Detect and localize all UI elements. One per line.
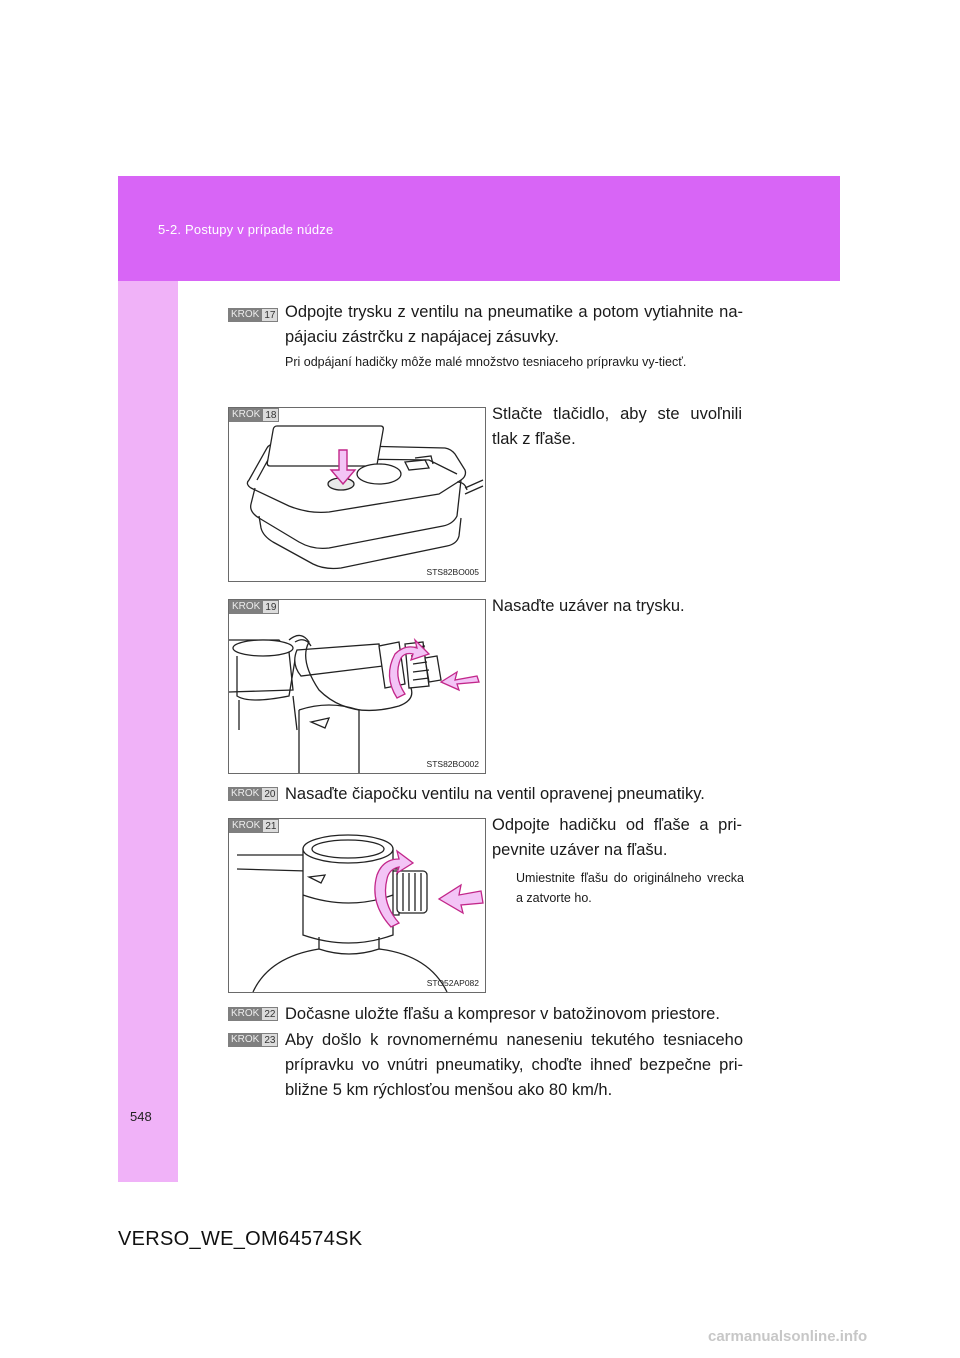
step-20-text: Nasaďte čiapočku ventilu na ventil opravenej pneumatiky. xyxy=(285,785,705,803)
figure-code-21: STO52AP082 xyxy=(426,978,479,988)
nozzle-cap-illustration xyxy=(229,600,485,773)
push-arrow-icon xyxy=(439,885,483,913)
figure-step-19 xyxy=(228,599,486,774)
step-18-text: Stlačte tlačidlo, aby ste uvoľnili tlak z fľaše. xyxy=(492,405,742,448)
step-badge-20: KROK 20 xyxy=(228,787,278,801)
step-17-note: Pri odpájaní hadičky môže malé množstvo tesniaceho prípravku vy-tiecť. xyxy=(285,355,687,369)
step-badge-22: KROK 22 xyxy=(228,1007,278,1021)
step-21-text: Odpojte hadičku od fľaše a pri-pevnite uzáver na fľašu. xyxy=(492,816,742,859)
figure-code-18: STS82BO005 xyxy=(426,567,479,577)
step-19-text: Nasaďte uzáver na trysku. xyxy=(492,597,685,615)
step-22-text: Dočasne uložte fľašu a kompresor v batožinovom priestore. xyxy=(285,1005,720,1023)
step-21-note: Umiestnite fľašu do originálneho vrecka a zatvorte ho. xyxy=(516,871,744,905)
step-badge-23: KROK 23 xyxy=(228,1033,278,1047)
page-number: 548 xyxy=(130,1109,152,1124)
document-code: VERSO_WE_OM64574SK xyxy=(118,1228,363,1250)
step-badge-21: KROK 21 xyxy=(229,819,279,833)
left-margin-strip xyxy=(118,176,178,1182)
figure-step-21 xyxy=(228,818,486,993)
step-23-text: Aby došlo k rovnomernému naneseniu tekutého tesniaceho prípravku vo vnútri pneumatiky, choďte ihneď bezpečne pri-bližne 5 km rýchlosťou menšou ako 80 km/h. xyxy=(285,1031,743,1099)
bottle-cap-illustration xyxy=(229,819,485,992)
step-17-text: Odpojte trysku z ventilu na pneumatike a potom vytiahnite na-pájaciu zástrčku z napájacej zásuvky. xyxy=(285,303,743,346)
step-badge-19: KROK 19 xyxy=(229,600,279,614)
compressor-bottle-illustration xyxy=(229,408,485,581)
figure-step-18 xyxy=(228,407,486,582)
section-title: 5-2. Postupy v prípade núdze xyxy=(158,222,334,237)
watermark: carmanualsonline.info xyxy=(708,1328,868,1345)
push-arrow-icon xyxy=(441,672,479,690)
step-badge-17: KROK 17 xyxy=(228,308,278,322)
step-badge-18: KROK 18 xyxy=(229,408,279,422)
figure-code-19: STS82BO002 xyxy=(426,759,479,769)
